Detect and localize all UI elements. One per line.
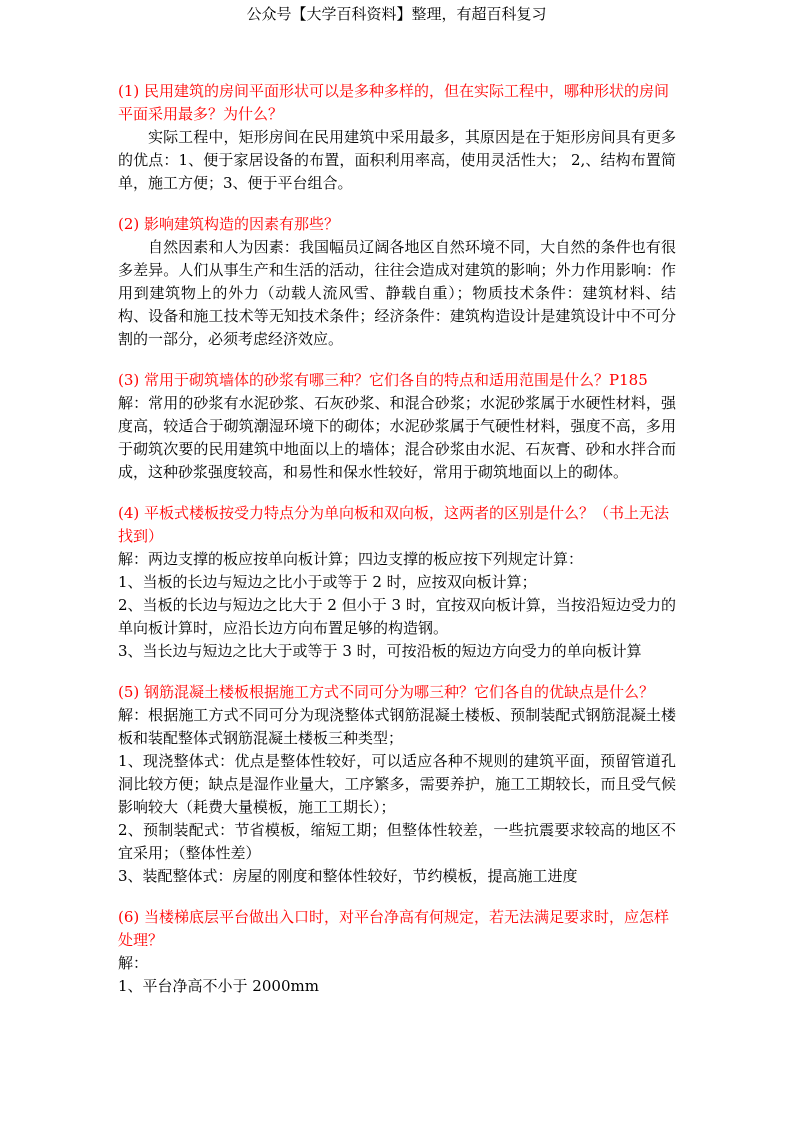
answer-3-line-1: 解：常用的砂浆有水泥砂浆、石灰砂浆、和混合砂浆；水泥砂浆属于水硬性材料，强度高，较适合于砌筑潮湿环境下的砌体；水泥砂浆属于气硬性材料，强度不高，多用于砌筑次要的民用建筑中地面以上的墙体；混合砂浆由水泥、石灰膏、砂和水拌合而成，这种砂浆强度较高，和易性和保水性较好，常用于砌筑地面以上的砌体。 — [118, 394, 676, 481]
answer-1-line-1: 实际工程中，矩形房间在民用建筑中采用最多，其原因是在于矩形房间具有更多的优点：1、便于家居设备的布置，面积利用率高，使用灵活性大； 2,、结构布置简单，施工方便；3、便于平台组合。 — [118, 128, 676, 192]
question-4: (4) 平板式楼板按受力特点分为单向板和双向板，这两者的区别是什么？（书上无法找到） — [118, 504, 670, 545]
page-header: 公众号【大学百科资料】整理，有超百科复习 — [246, 5, 547, 23]
answer-5-line-4: 3、装配整体式：房屋的刚度和整体性较好，节约模板，提高施工进度 — [118, 867, 578, 885]
answer-5-line-3: 2、预制装配式：节省模板，缩短工期；但整体性较差，一些抗震要求较高的地区不宜采用；（整体性差） — [118, 821, 676, 862]
question-1: (1) 民用建筑的房间平面形状可以是多种多样的，但在实际工程中，哪种形状的房间平面采用最多？为什么？ — [118, 82, 670, 123]
qa-section-5 — [118, 681, 676, 888]
qa-section-1 — [118, 80, 676, 195]
question-5: (5) 钢筋混凝土楼板根据施工方式不同可分为哪三种？它们各自的优缺点是什么？ — [118, 683, 655, 701]
answer-4-line-2: 1、当板的长边与短边之比小于或等于 2 时，应按双向板计算； — [118, 573, 537, 591]
question-6: (6) 当楼梯底层平台做出入口时，对平台净高有何规定，若无法满足要求时，应怎样处理？ — [118, 908, 670, 949]
question-2: (2) 影响建筑构造的因素有那些？ — [118, 215, 340, 233]
qa-section-6 — [118, 906, 676, 998]
answer-5-line-2: 1、现浇整体式：优点是整体性较好，可以适应各种不规则的建筑平面，预留管道孔洞比较方便；缺点是湿作业量大，工序繁多，需要养护，施工工期较长，而且受气候影响较大（耗费大量模板，施工工期长）； — [118, 752, 676, 816]
answer-4-line-1: 解：两边支撑的板应按单向板计算；四边支撑的板应按下列规定计算： — [118, 550, 584, 568]
answer-6-line-1: 解： — [118, 954, 149, 972]
qa-section-4 — [118, 502, 676, 663]
answer-5-line-1: 解：根据施工方式不同可分为现浇整体式钢筋混凝土楼板、预制装配式钢筋混凝土楼板和装配整体式钢筋混凝土楼板三种类型； — [118, 706, 676, 747]
question-3: (3) 常用于砌筑墙体的砂浆有哪三种？它们各自的特点和适用范围是什么？P185 — [118, 371, 648, 389]
qa-section-3 — [118, 369, 676, 484]
qa-section-2 — [118, 213, 676, 351]
answer-4-line-4: 3、当长边与短边之比大于或等于 3 时，可按沿板的短边方向受力的单向板计算 — [118, 642, 642, 660]
answer-6-line-2: 1、平台净高不小于 2000mm — [118, 977, 319, 995]
answer-2-line-1: 自然因素和人为因素：我国幅员辽阔各地区自然环境不同，大自然的条件也有很多差异。人们从事生产和生活的活动，往往会造成对建筑的影响；外力作用影响：作用到建筑物上的外力（动载人流风雪、静载自重）；物质技术条件：建筑材料、结构、设备和施工技术等无知技术条件；经济条件：建筑构造设计是建筑设计中不可分割的一部分，必须考虑经济效应。 — [118, 238, 676, 348]
document-body — [118, 80, 676, 1016]
answer-4-line-3: 2、当板的长边与短边之比大于 2 但小于 3 时，宜按双向板计算，当按沿短边受力的单向板计算时，应沿长边方向布置足够的构造钢。 — [118, 596, 676, 637]
